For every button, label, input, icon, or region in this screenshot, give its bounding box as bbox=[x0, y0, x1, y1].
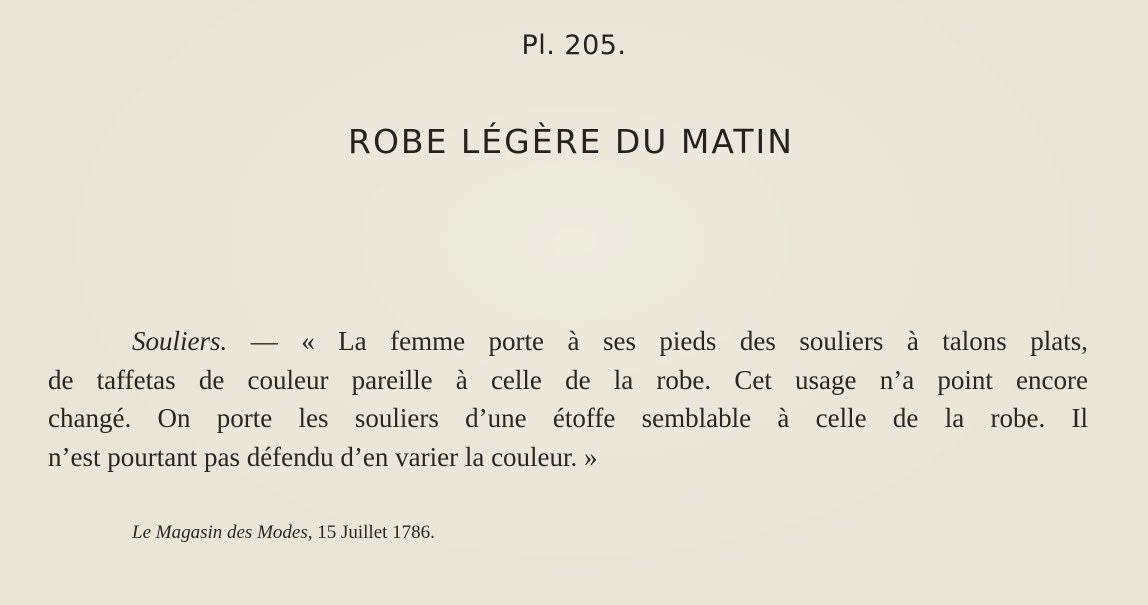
paragraph-line-1 bbox=[48, 322, 1088, 361]
paragraph-line-2: de taffetas de couleur pareille à celle de la robe. Cet usage n’a point encore bbox=[48, 364, 1088, 395]
quote-paragraph bbox=[48, 322, 1088, 476]
publication-date: 15 Juillet 1786. bbox=[312, 522, 435, 543]
paragraph-line-4: n’est pourtant pas défendu d’en varier la couleur. » bbox=[48, 441, 598, 472]
plate-number: Pl. 205. bbox=[521, 30, 627, 61]
page-title: ROBE LÉGÈRE DU MATIN bbox=[348, 122, 794, 161]
line-1-text: — « La femme porte à ses pieds des souliers à talons plats, bbox=[227, 326, 1088, 356]
lead-term: Souliers. bbox=[132, 326, 228, 356]
publication-name: Le Magasin des Modes, bbox=[132, 522, 313, 543]
source-citation bbox=[132, 522, 435, 544]
paragraph-line-3: changé. On porte les souliers d’une étoffe semblable à celle de la robe. Il bbox=[48, 403, 1088, 433]
